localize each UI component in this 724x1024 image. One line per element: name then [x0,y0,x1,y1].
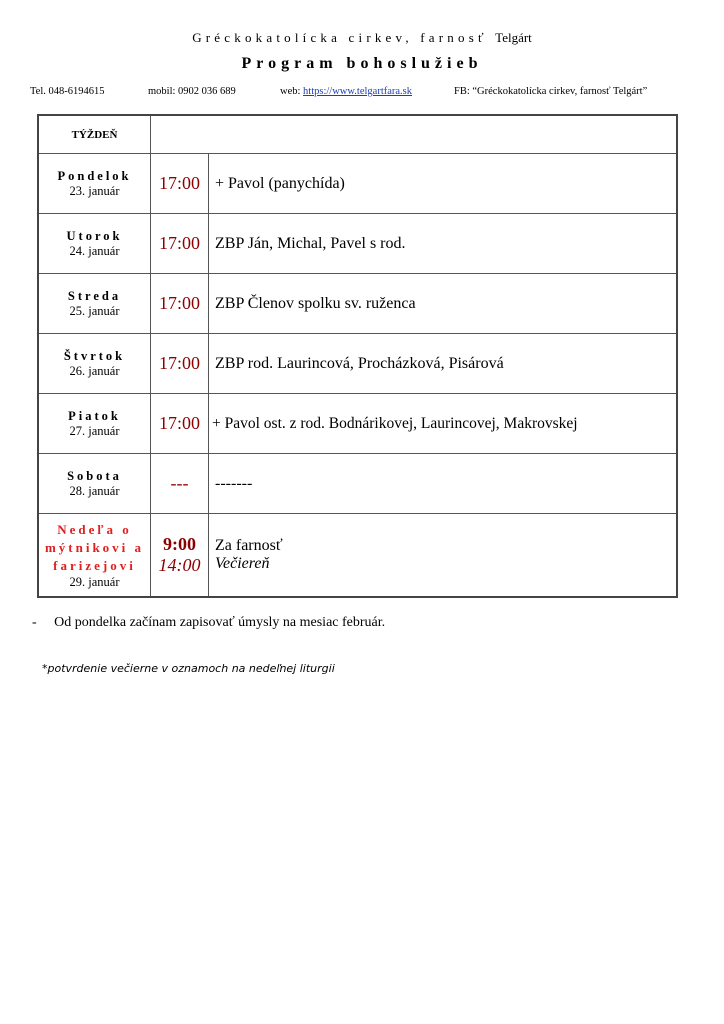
day-cell-sunday [38,514,151,598]
service-time: 17:00 [151,394,209,454]
table-header-row [38,115,677,154]
table-row [38,274,677,334]
day-date: 24. január [69,243,120,258]
sunday-time-2: 14:00 [158,555,201,575]
service-intent: + Pavol (panychída) [209,154,678,214]
announcement-note: - Od pondelka začínam zapisovať úmysly na mesiac február. [32,615,386,630]
page-title: Program bohoslužieb [241,55,483,72]
day-date: 27. január [69,423,120,438]
phone-number: Tel. 048-6194615 [30,86,105,97]
day-date: 28. január [69,483,120,498]
day-cell [38,334,151,394]
table-row-sunday [38,514,677,598]
table-row [38,454,677,514]
week-header-empty [151,115,678,154]
service-intent: + Pavol ost. z rod. Bodnárikovej, Laurincovej, Makrovskej [209,394,678,454]
week-header: TÝŽDEŇ [38,115,151,154]
footnote: *potvrdenie večierne v oznamoch na nedeľnej liturgii [42,662,335,675]
sunday-intents [209,514,678,598]
day-date: 25. január [69,303,120,318]
day-name: Utorok [66,228,123,243]
service-intent: ------- [209,454,678,514]
web-info [280,86,412,97]
day-cell [38,214,151,274]
facebook-info: FB: “Gréckokatolícka cirkev, farnosť Telgárt” [454,86,648,97]
table-row [38,154,677,214]
service-time: 17:00 [151,274,209,334]
sunday-date: 29. január [69,574,120,589]
sunday-intent-1: Za farnosť [215,537,283,554]
service-time: 17:00 [151,154,209,214]
parish-name-spaced: Gréckokatolícka cirkev, farnosť [192,30,488,45]
sunday-time-1: 9:00 [163,534,196,554]
mobile-number: mobil: 0902 036 689 [148,86,236,97]
sunday-intent-2: Večiereň [215,555,270,572]
day-cell [38,274,151,334]
parish-name [0,30,724,46]
day-date: 26. január [69,363,120,378]
day-date: 23. január [69,183,120,198]
sunday-name: Nedeľa o mýtnikovi a farizejovi [44,521,145,573]
day-cell [38,454,151,514]
service-time: --- [151,454,209,514]
service-intent: ZBP Ján, Michal, Pavel s rod. [209,214,678,274]
service-intent: ZBP rod. Laurincová, Procházková, Pisárová [209,334,678,394]
table-row [38,214,677,274]
schedule-table [37,114,678,598]
web-label: web: [280,86,301,97]
table-row [38,394,677,454]
day-name: Sobota [67,468,122,483]
service-time: 17:00 [151,334,209,394]
day-cell [38,394,151,454]
web-link[interactable]: https://www.telgartfara.sk [303,86,413,97]
table-row [38,334,677,394]
service-intent: ZBP Členov spolku sv. ruženca [209,274,678,334]
sunday-times [151,514,209,598]
parish-name-tail: Telgárt [495,30,532,45]
day-name: Pondelok [57,168,132,183]
service-time: 17:00 [151,214,209,274]
day-name: Štvrtok [63,348,126,363]
day-name: Piatok [68,408,121,423]
day-cell [38,154,151,214]
day-name: Streda [67,288,122,303]
